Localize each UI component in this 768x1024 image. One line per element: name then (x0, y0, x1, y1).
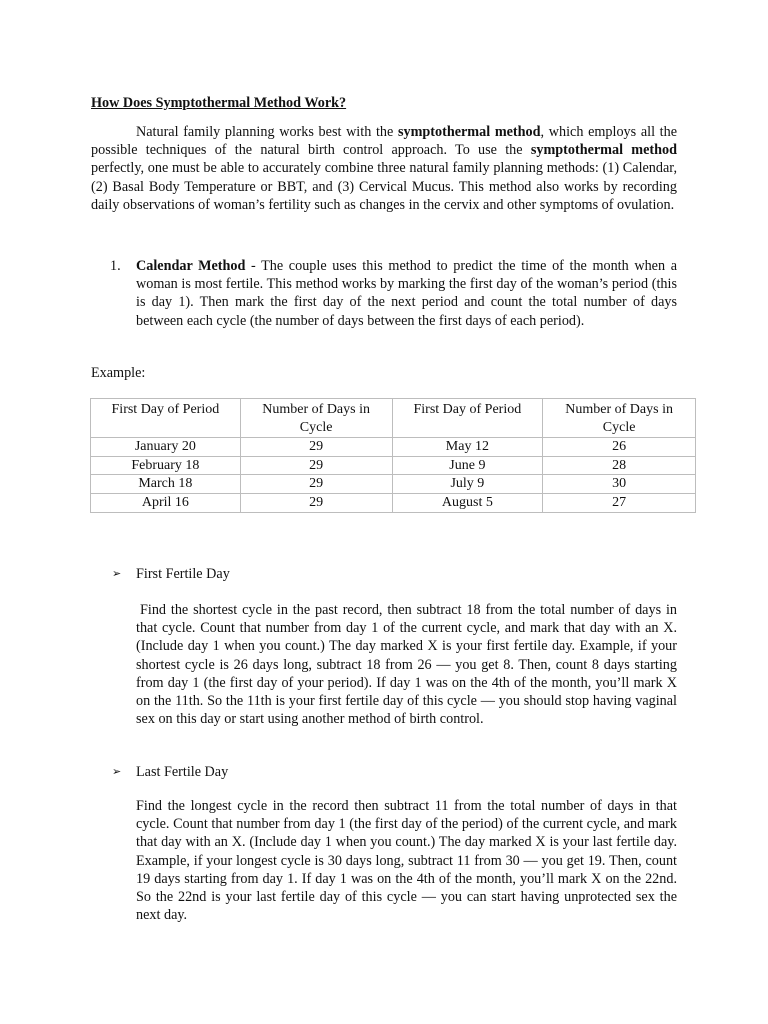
last-fertile-label: Last Fertile Day (136, 764, 229, 780)
table-cell: 27 (543, 493, 696, 512)
example-label: Example: (91, 365, 146, 381)
table-cell: 30 (543, 475, 696, 494)
intro-bold-2: symptothermal method (530, 142, 678, 159)
table-header-cell: Number of Days in Cycle (543, 399, 696, 438)
calendar-method-text (136, 257, 677, 330)
calendar-method-item (110, 257, 677, 330)
table-cell: 28 (543, 456, 696, 475)
table-row (91, 475, 696, 494)
intro-text-1: Natural family planning works best with the (136, 124, 398, 140)
table-cell: 26 (543, 438, 696, 457)
table-header-cell: First Day of Period (392, 399, 543, 438)
table-cell: July 9 (392, 475, 543, 494)
table-row (91, 438, 696, 457)
table-header-row (91, 399, 696, 438)
table-header-cell: Number of Days in Cycle (240, 399, 392, 438)
table-cell: April 16 (91, 493, 241, 512)
table-row (91, 456, 696, 475)
intro-text-3: perfectly, one must be able to accurately combine three natural family planning methods: (1) Calendar, (2) Basal Body Temperature or BBT, and (3) Cervical Mucus. This method also works by recording daily observations of woman’s fertility such as changes in the cervix and other symptoms of ovulation. (91, 160, 677, 213)
table-cell: May 12 (392, 438, 543, 457)
table-header-cell: First Day of Period (91, 399, 241, 438)
document-title: How Does Symptothermal Method Work? (91, 95, 347, 111)
cycle-table (90, 398, 696, 513)
table-cell: February 18 (91, 456, 241, 475)
last-fertile-bullet (112, 763, 228, 781)
intro-text-2: , which employs all the possible techniques of the natural birth control approach. To use the (91, 124, 678, 159)
table-cell: March 18 (91, 475, 241, 494)
table-cell: 29 (240, 475, 392, 494)
list-number: 1. (110, 258, 121, 274)
table-cell: 29 (240, 493, 392, 512)
table-cell: June 9 (392, 456, 543, 475)
table-row (91, 493, 696, 512)
intro-bold-1: symptothermal method (397, 124, 541, 140)
table-cell: August 5 (392, 493, 543, 512)
arrow-bullet-icon: ➢ (112, 766, 122, 778)
table-cell: January 20 (91, 438, 241, 457)
arrow-bullet-icon: ➢ (112, 568, 122, 580)
first-fertile-paragraph: Find the shortest cycle in the past record, then subtract 18 from the total number of days in that cycle. Count that number from day 1 of the current cycle, and mark that day with an X. (Include day 1 when you count.) The day marked X is your first fertile day. Example, if your shortest cycle is 26 days long, subtract 18 from 26 — you get 8. Then, count 8 days starting from day 1 (the first day of your period). If day 1 was on the 4th of the month, you’ll mark X on the 11th. So the 11th is your first fertile day of this cycle — you should stop having vaginal sex on this day or start using another method of birth control. (136, 602, 677, 728)
first-fertile-bullet (112, 565, 230, 583)
intro-paragraph (91, 123, 677, 214)
table-cell: 29 (240, 456, 392, 475)
calendar-method-heading: Calendar Method (136, 258, 246, 274)
table-cell: 29 (240, 438, 392, 457)
first-fertile-label: First Fertile Day (136, 566, 230, 582)
calendar-method-description: - The couple uses this method to predict the time of the month when a woman is most fertile. This method works by marking the first day of the woman’s period (this is day 1). Then mark the first day of the next period and count the total number of days between each cycle (the number of days between the first days of each period). (136, 258, 677, 329)
last-fertile-paragraph: Find the longest cycle in the record then subtract 11 from the total number of days in that cycle. Count that number from day 1 (the first day of the period) of the current cycle, and mark that day with an X. (Include day 1 when you count.) The day marked X is your last fertile day. Example, if your longest cycle is 30 days long, subtract 11 from 30 — you get 19. Then, count 19 days starting from day 1. If day 1 was on the 4th of the month, you’ll mark X on the 22nd. So the 22nd is your last fertile day of this cycle — you can start having unprotected sex the next day. (136, 798, 677, 924)
